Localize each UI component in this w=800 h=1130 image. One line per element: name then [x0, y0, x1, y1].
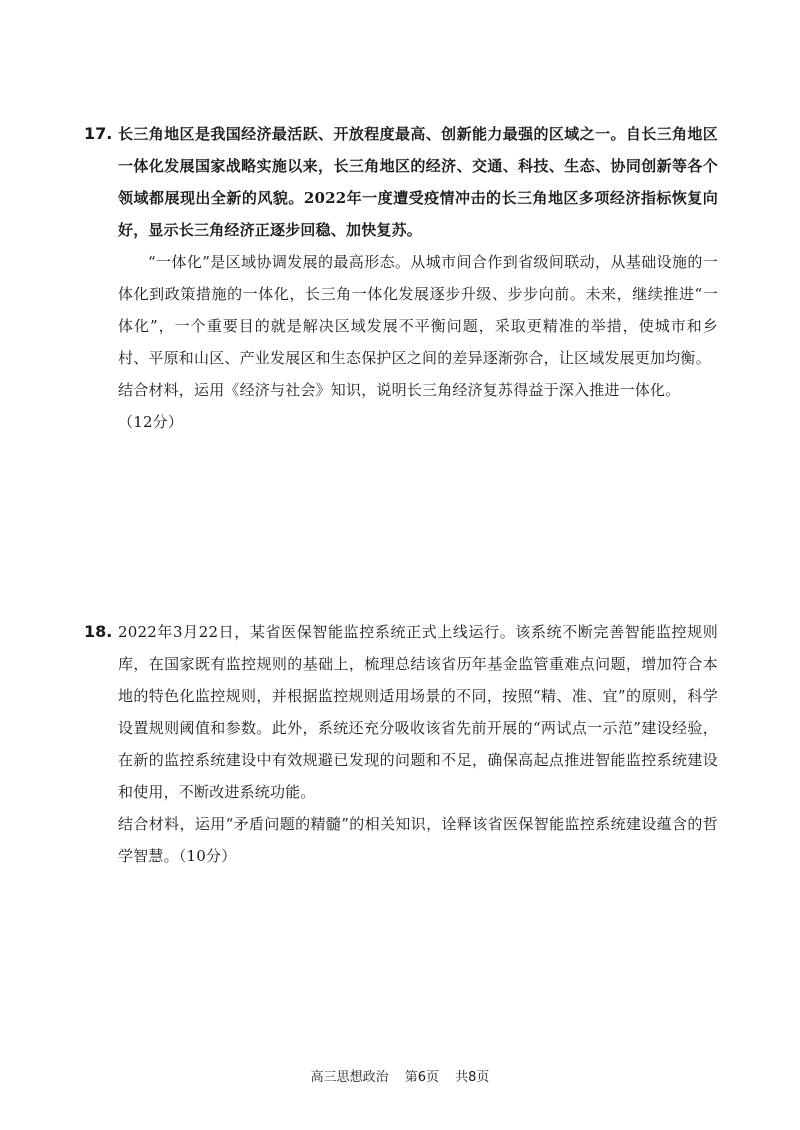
page-footer: [0, 1068, 800, 1088]
question-17-material-2: “一体化”是区域协调发展的最高形态。从城市间合作到省级间联动，从基础设施的一体化到政策措施的一体化，长三角一体化发展逐步升级、步步向前。未来，继续推进“一体化”，一个重要目的就是解决区域发展不平衡问题，采取更精准的举措，使城市和乡村、平原和山区、产业发展区和生态保护区之间的差异逐渐弥合，让区域发展更加均衡。: [118, 253, 718, 367]
question-18-body: [118, 616, 718, 872]
question-17-number: 17.: [84, 124, 113, 143]
question-17-score: （12分）: [118, 413, 184, 431]
question-18-number: 18.: [84, 622, 113, 641]
footer-subject: 高三思想政治: [310, 1070, 389, 1085]
question-17-material-1: 长三角地区是我国经济最活跃、开放程度最高、创新能力最强的区域之一。自长三角地区一体化发展国家战略实施以来，长三角地区的经济、交通、科技、生态、协同创新等各个领域都展现出全新的风貌。2022年一度遭受疫情冲击的长三角地区多项经济指标恢复向好，显示长三角经济正逐步回稳、加快复苏。: [118, 125, 718, 239]
footer-total-pages: 共8页: [455, 1070, 490, 1085]
question-17-requirement: 结合材料，运用《经济与社会》知识，说明长三角经济复苏得益于深入推进一体化。: [118, 381, 681, 399]
question-18-requirement: 结合材料，运用“矛盾问题的精髓”的相关知识，诠释该省医保智能监控系统建设蕴含的哲学智慧。（10分）: [118, 815, 718, 865]
question-17-body: [118, 118, 718, 438]
footer-page-number: 第6页: [404, 1070, 439, 1085]
question-18-material: 2022年3月22日，某省医保智能监控系统正式上线运行。该系统不断完善智能监控规则库，在国家既有监控规则的基础上，梳理总结该省历年基金监管重难点问题，增加符合本地的特色化监控规则，并根据监控规则适用场景的不同，按照“精、准、宜”的原则，科学设置规则阈值和参数。此外，系统还充分吸收该省先前开展的“两试点一示范”建设经验，在新的监控系统建设中有效规避已发现的问题和不足，确保高起点推进智能监控系统建设和使用，不断改进系统功能。: [118, 623, 718, 801]
